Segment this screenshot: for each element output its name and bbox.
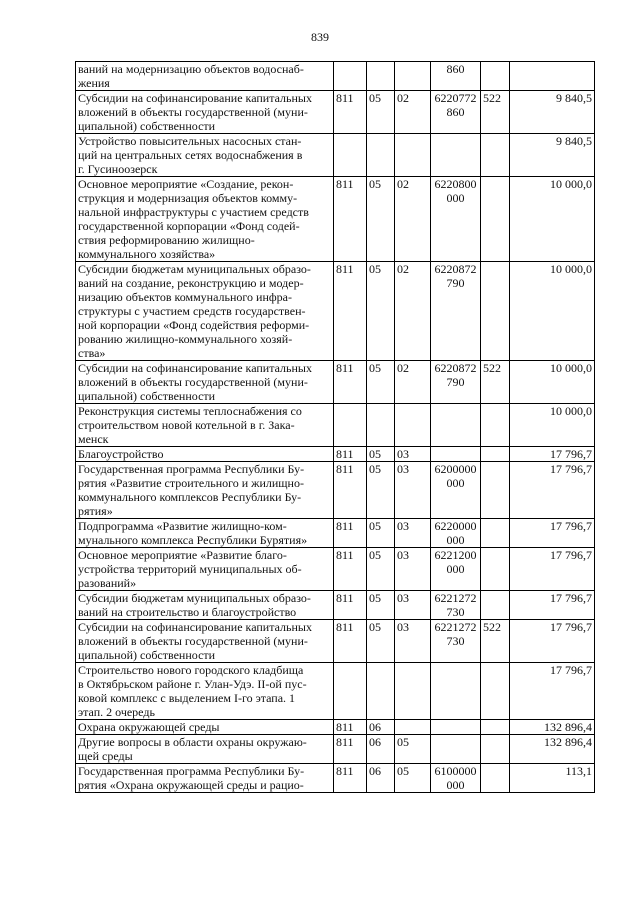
amount-cell: 10 000,0	[510, 262, 595, 361]
table-row	[76, 591, 595, 620]
target-article-cell	[431, 548, 481, 591]
target-article-line: 6100000	[434, 764, 477, 778]
expense-name-line: Государственная программа Республики Бу-	[78, 462, 305, 476]
target-article-cell	[431, 462, 481, 519]
budget-table-body	[76, 62, 595, 793]
expense-name-line: вложений в объекты государственной (муни-	[78, 105, 308, 119]
expense-name-cell	[76, 62, 334, 91]
expense-name-line: разований»	[78, 576, 137, 590]
expense-name-cell	[76, 91, 334, 134]
expense-name-line: Субсидии на софинансирование капитальных	[78, 620, 312, 634]
expense-name-line: Охрана окружающей среды	[78, 720, 220, 734]
section-code-cell	[367, 404, 395, 447]
expense-name-line: г. Гусиноозерск	[78, 162, 158, 176]
ministry-code-cell	[334, 62, 367, 91]
subsection-code-cell: 02	[395, 177, 431, 262]
subsection-code-cell: 03	[395, 447, 431, 462]
ministry-code-cell: 811	[334, 764, 367, 793]
expense-name-line: ной корпорации «Фонд содействия реформи-	[78, 318, 310, 332]
expense-type-cell	[481, 134, 510, 177]
expense-name-cell	[76, 447, 334, 462]
target-article-line: 860	[446, 62, 465, 76]
target-article-line: 6221272	[434, 591, 477, 605]
section-code-cell: 06	[367, 764, 395, 793]
expense-name-cell	[76, 519, 334, 548]
ministry-code-cell: 811	[334, 591, 367, 620]
table-row	[76, 177, 595, 262]
subsection-code-cell	[395, 134, 431, 177]
amount-cell: 10 000,0	[510, 177, 595, 262]
section-code-cell: 05	[367, 447, 395, 462]
expense-name-line: менск	[78, 432, 109, 446]
table-row	[76, 720, 595, 735]
amount-cell: 17 796,7	[510, 663, 595, 720]
expense-name-line: щей среды	[78, 749, 133, 763]
amount-cell: 10 000,0	[510, 404, 595, 447]
section-code-cell: 05	[367, 361, 395, 404]
table-row	[76, 519, 595, 548]
expense-name-line: ковой комплекс с выделением I-го этапа. 1	[78, 691, 296, 705]
table-row	[76, 404, 595, 447]
target-article-cell	[431, 720, 481, 735]
amount-cell: 132 896,4	[510, 735, 595, 764]
ministry-code-cell: 811	[334, 262, 367, 361]
table-row	[76, 91, 595, 134]
table-row	[76, 361, 595, 404]
expense-type-cell	[481, 262, 510, 361]
section-code-cell: 05	[367, 620, 395, 663]
expense-name-cell	[76, 720, 334, 735]
target-article-line: 000	[446, 533, 465, 547]
expense-name-line: устройства территорий муниципальных об-	[78, 562, 302, 576]
expense-name-line: вложений в объекты государственной (муни-	[78, 634, 308, 648]
target-article-line: 730	[446, 634, 465, 648]
subsection-code-cell: 02	[395, 262, 431, 361]
target-article-line: 6200000	[434, 462, 477, 476]
expense-name-line: струкция и модернизация объектов комму-	[78, 191, 298, 205]
target-article-line: 6220800	[434, 177, 477, 191]
expense-name-line: ваний на строительство и благоустройство	[78, 605, 297, 619]
amount-cell: 9 840,5	[510, 91, 595, 134]
target-article-cell	[431, 134, 481, 177]
section-code-cell	[367, 663, 395, 720]
target-article-cell	[431, 764, 481, 793]
expense-name-cell	[76, 404, 334, 447]
expense-name-line: коммунального комплексов Республики Бу-	[78, 490, 302, 504]
amount-cell: 132 896,4	[510, 720, 595, 735]
amount-cell: 17 796,7	[510, 462, 595, 519]
ministry-code-cell: 811	[334, 519, 367, 548]
subsection-code-cell: 05	[395, 764, 431, 793]
amount-cell: 10 000,0	[510, 361, 595, 404]
table-row	[76, 134, 595, 177]
ministry-code-cell: 811	[334, 462, 367, 519]
expense-name-line: Субсидии на софинансирование капитальных	[78, 91, 312, 105]
table-row	[76, 262, 595, 361]
expense-type-cell: 522	[481, 620, 510, 663]
amount-cell: 17 796,7	[510, 447, 595, 462]
subsection-code-cell: 02	[395, 361, 431, 404]
subsection-code-cell: 03	[395, 620, 431, 663]
subsection-code-cell	[395, 720, 431, 735]
expense-name-cell	[76, 361, 334, 404]
target-article-line: 6220872	[434, 262, 477, 276]
target-article-cell	[431, 447, 481, 462]
expense-type-cell	[481, 62, 510, 91]
subsection-code-cell: 02	[395, 91, 431, 134]
target-article-line: 6221272	[434, 620, 477, 634]
section-code-cell: 05	[367, 462, 395, 519]
expense-name-cell	[76, 177, 334, 262]
expense-name-line: нальной инфраструктуры с участием средств	[78, 205, 309, 219]
expense-type-cell	[481, 720, 510, 735]
amount-cell: 17 796,7	[510, 620, 595, 663]
table-row	[76, 663, 595, 720]
ministry-code-cell: 811	[334, 177, 367, 262]
expense-name-line: Основное мероприятие «Развитие благо-	[78, 548, 287, 562]
expense-name-line: Реконструкция системы теплоснабжения со	[78, 404, 302, 418]
expense-type-cell	[481, 404, 510, 447]
target-article-cell	[431, 361, 481, 404]
section-code-cell	[367, 62, 395, 91]
budget-table	[75, 61, 595, 793]
section-code-cell: 05	[367, 177, 395, 262]
amount-cell: 17 796,7	[510, 519, 595, 548]
target-article-line: 790	[446, 276, 465, 290]
table-row	[76, 462, 595, 519]
target-article-cell	[431, 735, 481, 764]
subsection-code-cell: 05	[395, 735, 431, 764]
table-row	[76, 735, 595, 764]
expense-name-cell	[76, 620, 334, 663]
expense-name-line: вложений в объекты государственной (муни-	[78, 375, 308, 389]
expense-name-line: низацию объектов коммунального инфра-	[78, 290, 292, 304]
table-row	[76, 447, 595, 462]
section-code-cell	[367, 134, 395, 177]
expense-name-line: ствия реформированию жилищно-	[78, 233, 255, 247]
target-article-line: 6221200	[434, 548, 477, 562]
subsection-code-cell	[395, 404, 431, 447]
expense-name-line: государственной корпорации «Фонд содей-	[78, 219, 300, 233]
amount-cell: 17 796,7	[510, 591, 595, 620]
ministry-code-cell: 811	[334, 361, 367, 404]
expense-name-line: Субсидии бюджетам муниципальных образо-	[78, 591, 311, 605]
expense-name-line: ций на центральных сетях водоснабжения в	[78, 148, 303, 162]
target-article-cell	[431, 663, 481, 720]
expense-type-cell	[481, 548, 510, 591]
target-article-line: 6220872	[434, 361, 477, 375]
expense-name-line: мунального комплекса Республики Бурятия»	[78, 533, 308, 547]
ministry-code-cell: 811	[334, 548, 367, 591]
subsection-code-cell	[395, 663, 431, 720]
section-code-cell: 06	[367, 720, 395, 735]
expense-name-cell	[76, 262, 334, 361]
ministry-code-cell	[334, 404, 367, 447]
expense-name-line: ципальной) собственности	[78, 648, 216, 662]
expense-name-line: Благоустройство	[78, 447, 164, 461]
expense-type-cell	[481, 735, 510, 764]
expense-name-line: коммунального хозяйства»	[78, 247, 216, 261]
ministry-code-cell	[334, 134, 367, 177]
expense-name-line: Основное мероприятие «Создание, рекон-	[78, 177, 294, 191]
target-article-line: 6220772	[434, 91, 477, 105]
target-article-line: 6220000	[434, 519, 477, 533]
expense-name-cell	[76, 548, 334, 591]
subsection-code-cell: 03	[395, 519, 431, 548]
target-article-line: 860	[446, 105, 465, 119]
target-article-line: 000	[446, 476, 465, 490]
expense-name-line: ства»	[78, 346, 106, 360]
ministry-code-cell: 811	[334, 720, 367, 735]
expense-name-line: ципальной) собственности	[78, 389, 216, 403]
expense-name-line: в Октябрьском районе г. Улан-Удэ. II-ой пус-	[78, 677, 307, 691]
expense-type-cell	[481, 462, 510, 519]
expense-type-cell	[481, 177, 510, 262]
expense-name-line: Подпрограмма «Развитие жилищно-ком-	[78, 519, 287, 533]
target-article-cell	[431, 519, 481, 548]
table-row	[76, 548, 595, 591]
expense-name-line: ваний на модернизацию объектов водоснаб-	[78, 62, 304, 76]
target-article-cell	[431, 591, 481, 620]
expense-name-line: строительством новой котельной в г. Зака-	[78, 418, 295, 432]
expense-type-cell	[481, 764, 510, 793]
subsection-code-cell: 03	[395, 462, 431, 519]
expense-name-cell	[76, 134, 334, 177]
target-article-line: 730	[446, 605, 465, 619]
subsection-code-cell: 03	[395, 591, 431, 620]
expense-name-cell	[76, 591, 334, 620]
target-article-line: 000	[446, 778, 465, 792]
table-row	[76, 62, 595, 91]
target-article-line: 790	[446, 375, 465, 389]
expense-name-line: Устройство повысительных насосных стан-	[78, 134, 302, 148]
table-row	[76, 764, 595, 793]
ministry-code-cell: 811	[334, 91, 367, 134]
target-article-cell	[431, 177, 481, 262]
expense-name-cell	[76, 663, 334, 720]
expense-type-cell	[481, 519, 510, 548]
section-code-cell: 05	[367, 91, 395, 134]
section-code-cell: 06	[367, 735, 395, 764]
amount-cell: 9 840,5	[510, 134, 595, 177]
expense-name-line: рятия «Развитие строительного и жилищно-	[78, 476, 304, 490]
ministry-code-cell: 811	[334, 620, 367, 663]
ministry-code-cell: 811	[334, 735, 367, 764]
expense-type-cell: 522	[481, 361, 510, 404]
expense-name-line: рятия «Охрана окружающей среды и рацио-	[78, 778, 304, 792]
expense-name-line: Государственная программа Республики Бу-	[78, 764, 305, 778]
section-code-cell: 05	[367, 591, 395, 620]
expense-name-line: рятия»	[78, 504, 113, 518]
target-article-line: 000	[446, 562, 465, 576]
expense-name-line: рованию жилищно-коммунального хозяй-	[78, 332, 293, 346]
section-code-cell: 05	[367, 548, 395, 591]
expense-name-line: Другие вопросы в области охраны окружаю-	[78, 735, 307, 749]
target-article-cell	[431, 62, 481, 91]
amount-cell	[510, 62, 595, 91]
target-article-line: 000	[446, 191, 465, 205]
expense-name-line: ципальной) собственности	[78, 119, 216, 133]
expense-type-cell	[481, 447, 510, 462]
expense-name-line: Субсидии на софинансирование капитальных	[78, 361, 312, 375]
expense-name-line: структуры с участием средств государствен-	[78, 304, 306, 318]
subsection-code-cell	[395, 62, 431, 91]
target-article-cell	[431, 620, 481, 663]
section-code-cell: 05	[367, 519, 395, 548]
amount-cell: 17 796,7	[510, 548, 595, 591]
ministry-code-cell	[334, 663, 367, 720]
table-row	[76, 620, 595, 663]
section-code-cell: 05	[367, 262, 395, 361]
expense-type-cell	[481, 663, 510, 720]
target-article-cell	[431, 262, 481, 361]
subsection-code-cell: 03	[395, 548, 431, 591]
expense-type-cell: 522	[481, 91, 510, 134]
target-article-cell	[431, 404, 481, 447]
expense-name-cell	[76, 735, 334, 764]
expense-name-cell	[76, 764, 334, 793]
ministry-code-cell: 811	[334, 447, 367, 462]
expense-type-cell	[481, 591, 510, 620]
page-number: 839	[311, 30, 329, 44]
expense-name-line: Строительство нового городского кладбища	[78, 663, 304, 677]
expense-name-line: ваний на создание, реконструкцию и модер-	[78, 276, 304, 290]
expense-name-line: Субсидии бюджетам муниципальных образо-	[78, 262, 311, 276]
expense-name-line: этап. 2 очередь	[78, 705, 155, 719]
target-article-cell	[431, 91, 481, 134]
expense-name-cell	[76, 462, 334, 519]
amount-cell: 113,1	[510, 764, 595, 793]
expense-name-line: жения	[78, 76, 110, 90]
